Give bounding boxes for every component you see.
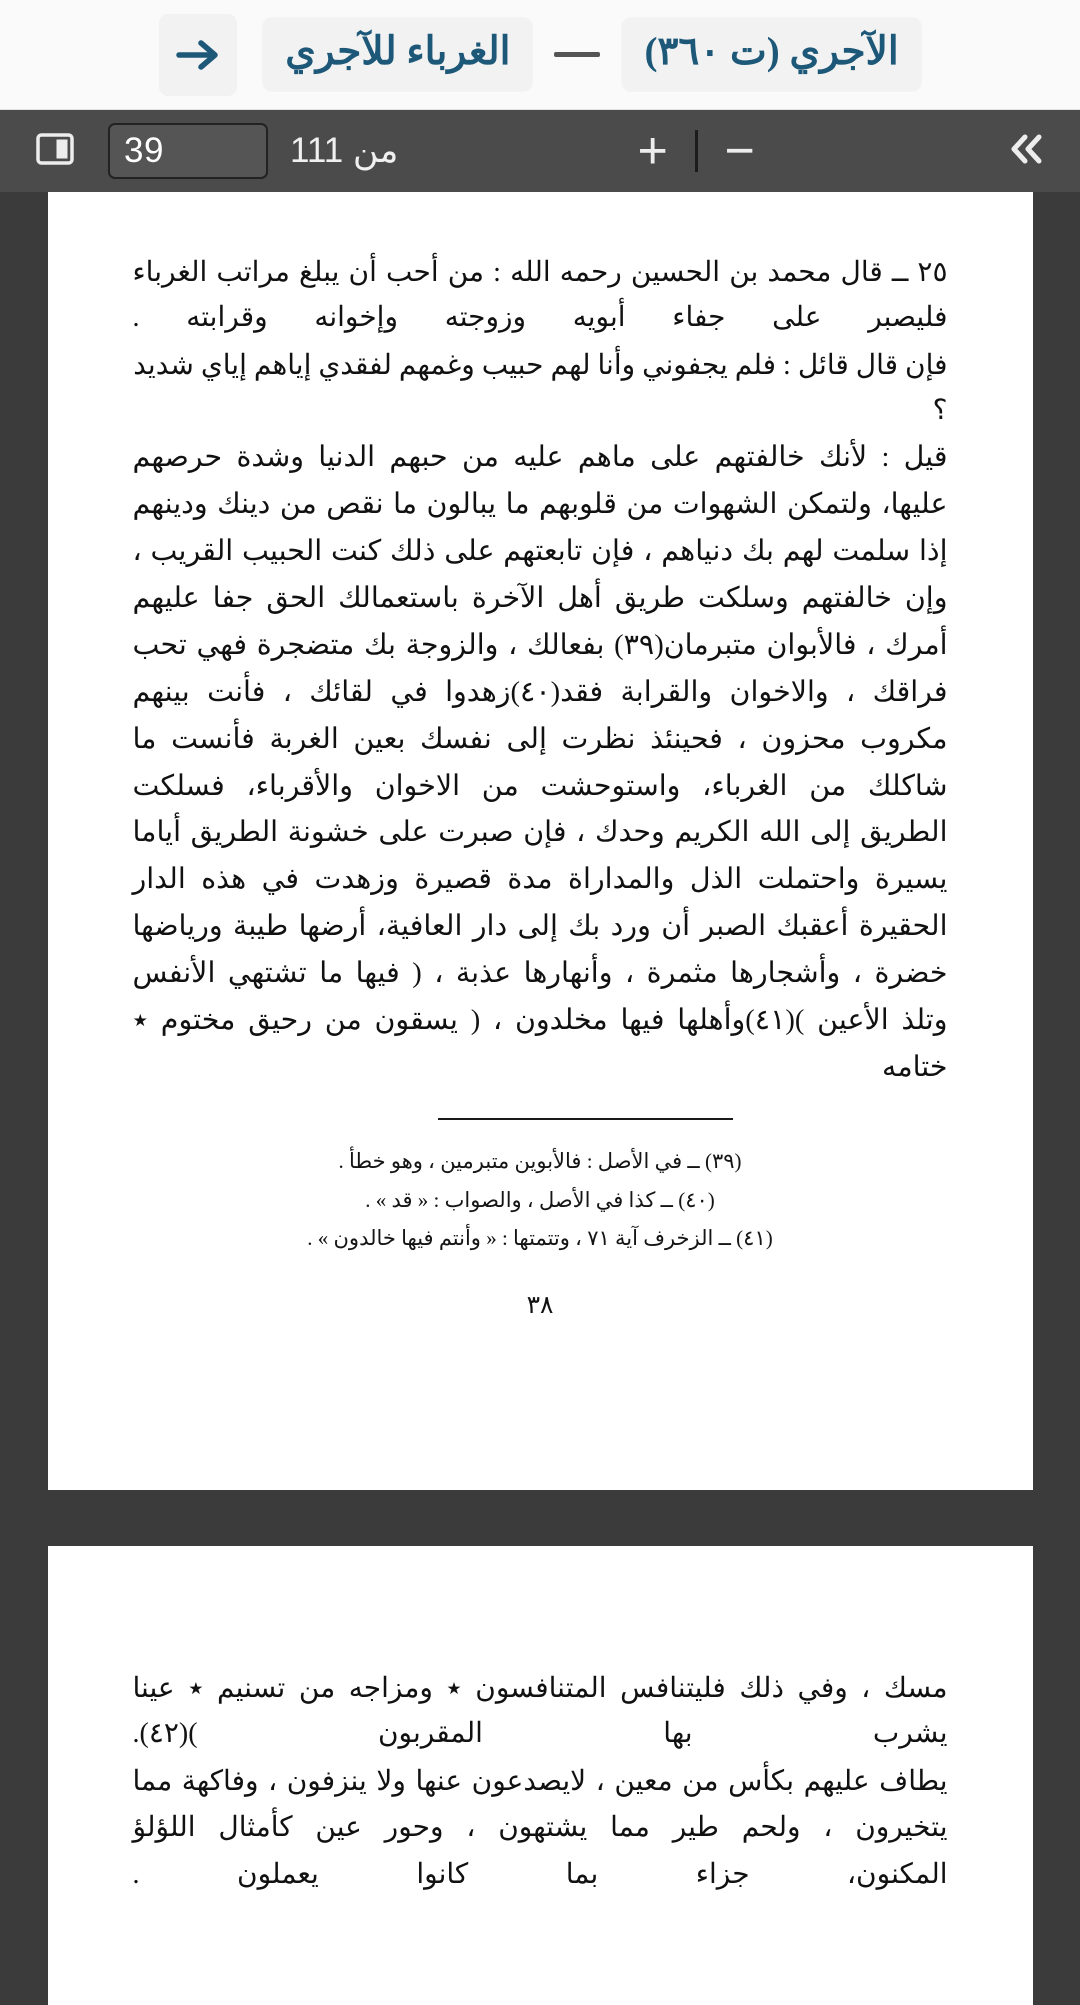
document-page-38 — [48, 192, 1033, 1490]
footnote-41: (٤١) ــ الزخرف آية ٧١ ، وتتمتها : « وأنتم فيها خالدون » . — [307, 1226, 773, 1251]
reader-toolbar — [0, 110, 1080, 192]
app-header — [0, 0, 1080, 110]
arrow-right-icon — [175, 35, 221, 75]
forward-navigation-button[interactable] — [159, 14, 237, 96]
page-gap — [0, 1490, 1080, 1546]
paragraph-answer: قيل : لأنك خالفتهم على ماهم عليه من حبهم الدنيا وشدة حرصهم عليها، ولتمكن الشهوات من قلوبهم ما يبالون ما نقص من دينك ودينهم إذا سلمت لهم بك دنياهم ، فإن تابعتهم على ذلك كنت الحبيب القريب ، وإن خالفتهم وسلكت طريق أهل الآخرة باستعمالك الحق جفا عليهم أمرك ، فالأبوان متبرمان(٣٩) بفعالك ، والزوجة بك متضجرة فهي تحب فراقك ، والاخوان والقرابة فقد(٤٠)زهدوا في لقائك ، فأنت بينهم مكروب محزون ، فحينئذ نظرت إلى نفسك بعين الغربة فأنست ما شاكلك من الغرباء، واستوحشت من الاخوان والأقرباء، فسلكت الطريق إلى الله الكريم وحدك ، فإن صبرت على خشونة الطريق أياما يسيرة واحتملت الذل والمداراة مدة قصيرة وزهدت في هذه الدار الحقيرة أعقبك الصبر أن ورد بك إلى دار العافية، أرضها طيبة ورياضها خضرة ، وأشجارها مثمرة ، وأنهارها عذبة ، ( فيها ما تشتهي الأنفس وتلذ الأعين )(٤١)وأهلها فيها مخلدون ، ( يسقون من رحيق مختوم ٭ ختامه — [132, 442, 948, 1083]
collapse-sidebar-button[interactable] — [994, 123, 1056, 179]
two-column-layout-icon — [33, 127, 77, 176]
breadcrumb-separator — [554, 52, 600, 57]
total-pages-label: من 111 — [290, 131, 399, 170]
printed-page-number: ٣٨ — [526, 1292, 554, 1320]
footnote-separator-rule — [438, 1118, 733, 1120]
zoom-out-button[interactable]: − — [724, 122, 755, 180]
toolbar-left-group — [994, 123, 1056, 179]
zoom-controls-group — [627, 122, 766, 180]
footnote-39: (٣٩) ــ في الأصل : فالأبوين متبرمين ، وهو خطأ . — [338, 1148, 742, 1173]
toolbar-right-group — [24, 123, 398, 179]
breadcrumb-book-title-chip[interactable]: الغرباء للآجري — [263, 18, 532, 91]
zoom-divider — [695, 130, 698, 172]
chevron-double-left-icon — [1001, 129, 1049, 174]
zoom-in-button[interactable]: + — [637, 122, 668, 180]
page2-quote-end: يشرب بها المقربون )(٤٢). — [132, 1718, 948, 1750]
footnote-40: (٤٠) ــ كذا في الأصل ، والصواب : « قد » . — [365, 1187, 715, 1212]
page2-quote-line: مسك ، وفي ذلك فليتنافس المتنافسون ٭ ومزاجه من تسنيم ٭ عينا — [132, 1673, 948, 1704]
breadcrumb-author-chip[interactable]: الآجري (ت ٣٦٠) — [622, 18, 920, 91]
split-view-toggle-button[interactable] — [24, 123, 86, 179]
page2-body: يطاف عليهم بكأس من معين ، لايصدعون عنها ولا ينزفون ، وفاكهة مما يتخيرون ، ولحم طير مما يشتهون ، وحور عين كأمثال اللؤلؤ — [132, 1765, 948, 1844]
page2-body-last: المكنون، جزاء بما كانوا يعملون . — [132, 1858, 948, 1890]
document-page-39 — [48, 1546, 1033, 2005]
current-page-input[interactable] — [108, 123, 268, 179]
footnotes-block — [133, 1142, 948, 1259]
document-viewer[interactable] — [0, 192, 1080, 2005]
current-page-value: 39 — [124, 131, 164, 170]
paragraph-question: فإن قال قائل : فلم يجفوني وأنا لهم حبيب وغمهم لفقدي إياهم إياي شديد ؟ — [133, 349, 948, 427]
paragraph-intro: ٢٥ ــ قال محمد بن الحسين رحمه الله : من أحب أن يبلغ مراتب الغرباء فليصبر على جفاء أبويه وزوجته وإخوانه وقرابته . — [132, 257, 948, 334]
